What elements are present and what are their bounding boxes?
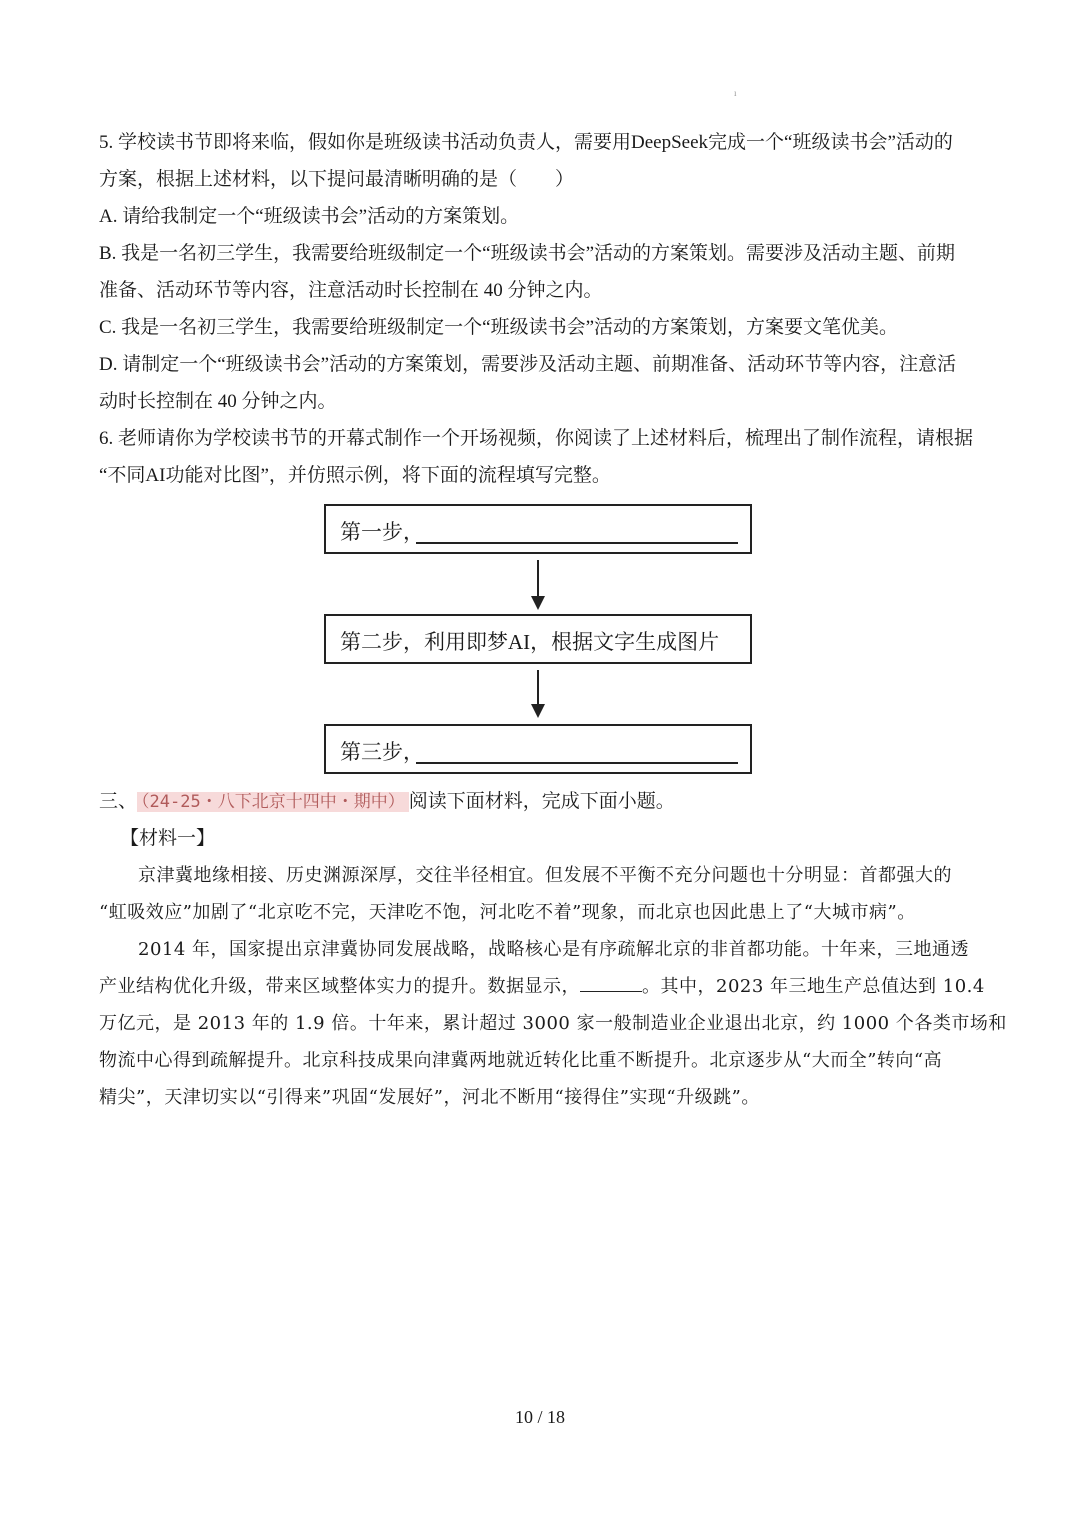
material-p2-line2 — [99, 973, 985, 1001]
flow-step1-box — [324, 504, 752, 554]
q5-option-b-line1: B. 我是一名初三学生，我需要给班级制定一个“班级读书会”活动的方案策划。需要涉及活动主题、前期 — [99, 243, 956, 264]
q5-option-b-line2: 准备、活动环节等内容，注意活动时长控制在 40 分钟之内。 — [99, 280, 603, 301]
q6-stem-line1: 6. 老师请你为学校读书节的开幕式制作一个开场视频，你阅读了上述材料后，梳理出了制作流程，请根据 — [99, 428, 974, 449]
q5-option-c: C. 我是一名初三学生，我需要给班级制定一个“班级读书会”活动的方案策划，方案要文笔优美。 — [99, 317, 899, 338]
flow-step3-label: 第三步， — [340, 740, 424, 764]
q5-stem-line1: 5. 学校读书节即将来临，假如你是班级读书活动负责人，需要用DeepSeek完成一个“班级读书会”活动的 — [99, 132, 953, 153]
q6-stem-line2: “不同AI功能对比图”，并仿照示例，将下面的流程填写完整。 — [99, 465, 611, 486]
flow-step1-blank[interactable] — [416, 542, 738, 544]
flow-step2-box — [324, 614, 752, 664]
material-p2-line4: 物流中心得到疏解提升。北京科技成果向津冀两地就近转化比重不断提升。北京逐步从“大而全”转向“高 — [99, 1050, 943, 1071]
q5-option-d-line1: D. 请制定一个“班级读书会”活动的方案策划，需要涉及活动主题、前期准备、活动环节等内容，注意活 — [99, 354, 957, 375]
material-p2-line3: 万亿元，是 2013 年的 1.9 倍。十年来，累计超过 3000 家一般制造业企业退出北京，约 1000 个各类市场和 — [99, 1013, 1007, 1034]
section3-source-tag[interactable]: （24-25・八下北京十四中・期中） — [137, 792, 409, 812]
page-number: 10 / 18 — [514, 1407, 565, 1427]
material-p1-line2: “虹吸效应”加剧了“北京吃不完，天津吃不饱，河北吃不着”现象，而北京也因此患上了“大城市病”。 — [99, 902, 916, 923]
flow-arrowhead-2 — [531, 704, 545, 718]
flow-arrowhead-1 — [531, 596, 545, 610]
q5-stem-line2: 方案，根据上述材料，以下提问最清晰明确的是（ ） — [99, 169, 575, 190]
material-blank[interactable] — [580, 973, 642, 992]
material-p1-line1: 京津冀地缘相接、历史渊源深厚，交往半径相宜。但发展不平衡不充分问题也十分明显：首都强大的 — [138, 865, 952, 886]
flow-step3-blank[interactable] — [416, 762, 738, 764]
material-p2-line2-part1: 产业结构优化升级，带来区域整体实力的提升。数据显示， — [99, 976, 580, 997]
flow-step1-label: 第一步， — [340, 520, 424, 544]
material-p2-line5: 精尖”，天津切实以“引得来”巩固“发展好”，河北不断用“接得住”实现“升级跳”。 — [99, 1087, 760, 1108]
material-p2-line2-part2: 。其中，2023 年三地生产总值达到 10.4 — [642, 976, 985, 997]
section3-prefix: 三、 — [99, 791, 138, 812]
flow-step2-label: 第二步，利用即梦AI，根据文字生成图片 — [340, 630, 720, 654]
material-p2-line1: 2014 年，国家提出京津冀协同发展战略，战略核心是有序疏解北京的非首都功能。十年来，三地通透 — [138, 939, 970, 960]
header-mark: ı — [734, 88, 737, 98]
q5-option-a: A. 请给我制定一个“班级读书会”活动的方案策划。 — [99, 206, 520, 227]
section3-heading — [99, 788, 675, 816]
flow-arrow-1 — [537, 560, 539, 600]
flow-step3-box — [324, 724, 752, 774]
q5-option-d-line2: 动时长控制在 40 分钟之内。 — [99, 391, 337, 412]
material-title: 【材料一】 — [120, 828, 216, 849]
flow-arrow-2 — [537, 670, 539, 708]
section3-instruction: 阅读下面材料，完成下面小题。 — [408, 791, 675, 812]
